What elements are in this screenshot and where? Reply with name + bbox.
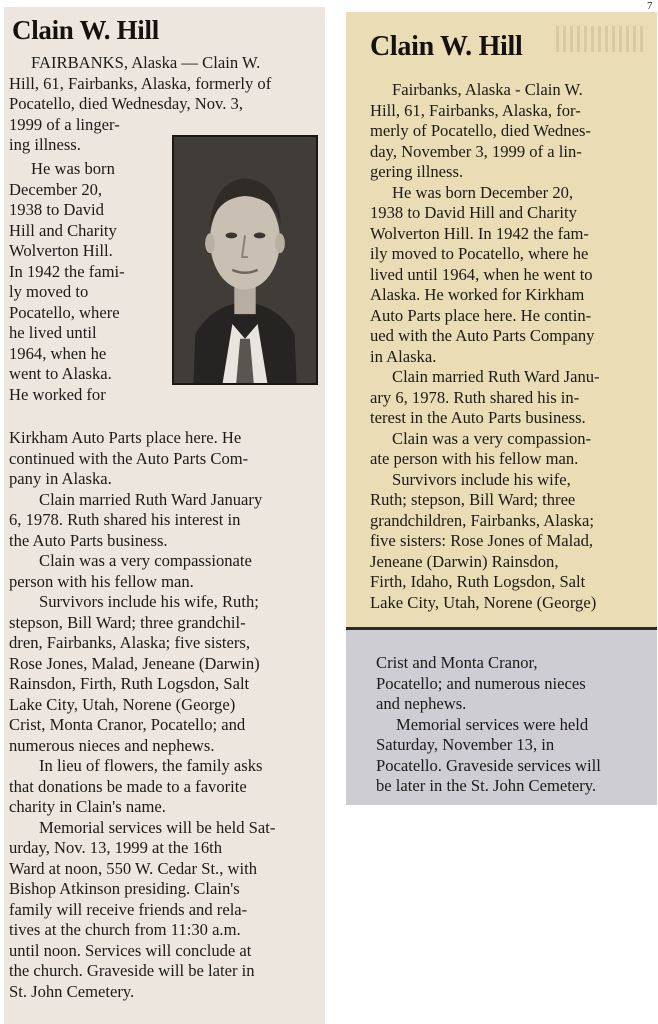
text-line: Lake City, Utah, Norene (George) [9,694,236,714]
text-line: 1938 to David Hill and Charity [370,203,577,222]
text-line: In 1942 the fami- [9,261,125,281]
text-line: Pocatello, died Wednesday, Nov. 3, [9,94,243,113]
text-line: in Alaska. [370,346,437,366]
text-line: 1938 to David [9,200,104,219]
text-line: the church. Graveside will be later in [9,961,255,980]
text-line: Survivors include his wife, [392,469,571,489]
text-line: be later in the St. John Cemetery. [376,776,597,795]
text-line: Crist, Monta Cranor, Pocatello; and [9,715,246,734]
text-line: pany in Alaska. [9,469,112,488]
text-line: Fairbanks, Alaska - Clain W. [392,80,583,99]
text-line: Memorial services were held [396,714,589,734]
text-line: ly moved to [9,282,89,301]
portrait-image [174,137,316,383]
text-line: Crist and Monta Cranor, [376,653,538,672]
text-line: Bishop Atkinson presiding. Clain's [9,879,240,898]
text-line: Ward at noon, 550 W. Cedar St., with [9,858,258,878]
text-line: St. John Cemetery. [9,981,135,1001]
text-line: ued with the Auto Parts Company [370,326,595,345]
right-clipping-bottom [346,630,657,805]
text-line: Lake City, Utah, Norene (George) [370,592,597,612]
text-line: ate person with his fellow man. [370,449,579,468]
text-line: tives at the church from 11:30 a.m. [9,920,241,939]
text-line: Kirkham Auto Parts place here. He [9,428,242,447]
text-line: grandchildren, Fairbanks, Alaska; [370,510,594,530]
text-line: Pocatello, where [9,302,120,322]
text-line: 6, 1978. Ruth shared his interest in [9,510,241,529]
bleed-through-texture [556,26,646,52]
text-line: Hill and Charity [9,220,117,240]
text-line: the Auto Parts business. [9,530,168,550]
text-line: Pocatello; and numerous nieces [376,673,586,693]
text-line: gering illness. [370,162,464,181]
left-beside-photo [9,159,161,405]
text-line: Pocatello. Graveside services will [376,755,601,775]
text-line: Saturday, November 13, in [376,735,555,754]
text-line: urday, Nov. 13, 1999 at the 16th [9,838,223,857]
text-line: He worked for [9,384,106,404]
text-line: FAIRBANKS, Alaska — Clain W. [31,53,261,72]
text-line: until noon. Services will conclude at [9,940,252,960]
text-line: Memorial services will be held Sat- [39,817,276,837]
left-obituary-title: Clain W. Hill [12,15,159,45]
right-bottom-body [376,653,648,797]
text-line: Clain married Ruth Ward January [39,489,263,509]
right-obituary-title: Clain W. Hill [370,31,523,62]
text-line: Clain was a very compassionate [39,551,252,570]
text-line: five sisters: Rose Jones of Malad, [370,531,594,550]
text-line: continued with the Auto Parts Com- [9,448,249,468]
text-line: person with his fellow man. [9,571,194,591]
text-line: Survivors include his wife, Ruth; [39,592,259,611]
text-line: Ruth; stepson, Bill Ward; three [370,490,576,509]
text-line: that donations be made to a favorite [9,776,247,796]
text-line: lived until 1964, when he went to [370,264,593,284]
left-clipping [4,7,325,1024]
text-line: ily moved to Pocatello, where he [370,244,589,263]
page-mark: 7 [647,0,653,12]
text-line: Firth, Idaho, Ruth Logsdon, Salt [370,572,586,591]
text-line: He was born [31,159,115,178]
text-line: he lived until [9,323,97,342]
text-line: merly of Pocatello, died Wednes- [370,121,591,140]
text-line: 1964, when he [9,343,107,363]
text-line: Auto Parts place here. He contin- [370,305,592,325]
text-line: Rainsdon, Firth, Ruth Logsdon, Salt [9,674,250,693]
text-line: charity in Clain's name. [9,797,166,816]
right-top-body [370,80,646,613]
right-clipping-top [346,12,657,630]
text-line: Jeneane (Darwin) Rainsdon, [370,551,559,571]
text-line: Wolverton Hill. In 1942 the fam- [370,223,589,243]
text-line: Hill, 61, Fairbanks, Alaska, formerly of [9,73,272,93]
text-line: Wolverton Hill. [9,241,113,260]
portrait-photo [172,135,318,385]
left-body [9,428,323,1002]
text-line: Hill, 61, Fairbanks, Alaska, for- [370,100,581,120]
text-line: Rose Jones, Malad, Jeneane (Darwin) [9,653,260,673]
text-line: He was born December 20, [392,182,574,202]
text-line: Alaska. He worked for Kirkham [370,285,585,304]
text-line: numerous nieces and nephews. [9,735,215,755]
text-line: Clain married Ruth Ward Janu- [392,367,600,386]
text-line: dren, Fairbanks, Alaska; five sisters, [9,633,251,652]
text-line: stepson, Bill Ward; three grandchil- [9,612,246,632]
text-line: day, November 3, 1999 of a lin- [370,141,582,161]
text-line: In lieu of flowers, the family asks [39,756,263,775]
text-line: December 20, [9,179,103,199]
text-line: Clain was a very compassion- [392,428,592,448]
text-line: family will receive friends and rela- [9,899,248,919]
text-line: terest in the Auto Parts business. [370,408,586,427]
text-line: and nephews. [376,694,467,713]
text-line: 1999 of a linger- [9,114,120,134]
text-line: ing illness. [9,135,81,154]
text-line: went to Alaska. [9,364,112,383]
text-line: ary 6, 1978. Ruth shared his in- [370,387,580,407]
